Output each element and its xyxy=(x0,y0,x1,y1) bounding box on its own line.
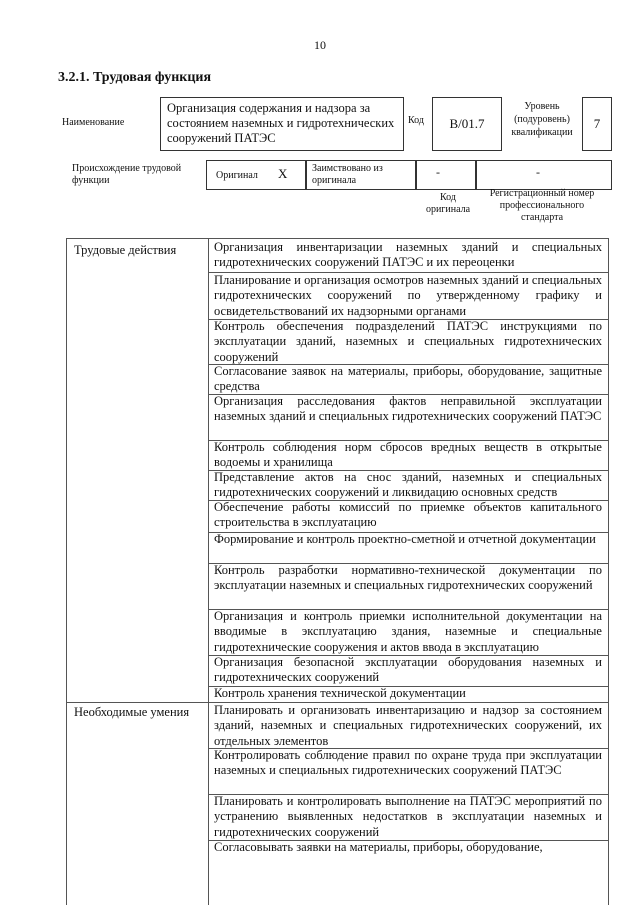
action-item: Контроль разработки нормативно-технической документации по эксплуатации наземных и специальных гидротехнических сооружений xyxy=(214,563,602,593)
original-code-cell xyxy=(416,160,476,190)
action-item: Формирование и контроль проектно-сметной и отчетной документации xyxy=(214,532,596,546)
action-item: Контроль соблюдения норм сбросов вредных веществ в открытые водоемы и хранилища xyxy=(214,440,602,470)
skill-item: Согласовывать заявки на материалы, приборы, оборудование, xyxy=(214,840,543,854)
table-mid-border xyxy=(208,238,209,905)
original-mark: X xyxy=(278,166,288,181)
reg-number-label: Регистрационный номер профессионального стандарта xyxy=(489,188,595,223)
page-number: 10 xyxy=(314,38,326,52)
origin-label: Происхождение трудовой функции xyxy=(72,163,182,186)
reg-number-value: - xyxy=(536,165,540,179)
action-item: Организация инвентаризации наземных зданий и специальных гидротехнических сооружений ПАТЭС и их переоценки xyxy=(214,240,602,270)
action-item: Организация безопасной эксплуатации оборудования наземных и гидротехнических сооружений xyxy=(214,655,602,685)
skill-item: Планировать и организовать инвентаризацию и надзор за состоянием зданий, наземных и специальных гидротехнических сооружений, их отдельных элементов xyxy=(214,703,602,748)
action-item: Контроль хранения технической документации xyxy=(214,686,466,700)
qualification-level: 7 xyxy=(582,97,612,151)
section-heading: 3.2.1. Трудовая функция xyxy=(58,70,212,85)
code-label: Код xyxy=(408,115,424,126)
actions-section-label: Трудовые действия xyxy=(74,243,177,257)
action-item: Организация и контроль приемки исполнительной документации на вводимые в эксплуатацию здания, наземные и специальные гидротехнические сооружения и актов ввода в эксплуатацию xyxy=(214,609,602,654)
action-item: Представление актов на снос зданий, наземных и специальных гидротехнических сооружений и ликвидацию основных средств xyxy=(214,470,602,500)
reg-number-cell xyxy=(476,160,612,190)
action-item: Планирование и организация осмотров наземных зданий и специальных гидротехнических сооружений по утвержденному графику и освидетельствований их надзорными органами xyxy=(214,273,602,318)
function-code: B/01.7 xyxy=(432,97,502,151)
original-code-value: - xyxy=(436,165,440,179)
action-item: Организация расследования фактов неправильной эксплуатации наземных зданий и специальных гидротехнических сооружений ПАТЭС xyxy=(214,394,602,424)
name-label: Наименование xyxy=(62,117,125,128)
skills-section-label: Необходимые умения xyxy=(74,705,190,719)
table-top-border xyxy=(66,238,609,239)
table-right-border xyxy=(608,238,609,905)
action-item: Обеспечение работы комиссий по приемке объектов капитального строительства в эксплуатацию xyxy=(214,500,602,530)
table-left-border xyxy=(66,238,67,905)
original-label: Оригинал xyxy=(216,170,258,181)
action-item: Контроль обеспечения подразделений ПАТЭС инструкциями по эксплуатации зданий, наземных и специальных гидротехнических сооружений xyxy=(214,319,602,364)
skill-item: Планировать и контролировать выполнение на ПАТЭС мероприятий по устранению выявленных недостатков в эксплуатации наземных и гидротехнических сооружений xyxy=(214,794,602,839)
borrowed-label: Заимствовано из оригинала xyxy=(312,163,383,186)
original-code-label: Код оригинала xyxy=(425,192,471,215)
qualification-level-label: Уровень (подуровень) квалификации xyxy=(511,101,573,138)
action-item: Согласование заявок на материалы, приборы, оборудование, защитные средства xyxy=(214,364,602,394)
skill-item: Контролировать соблюдение правил по охране труда при эксплуатации наземных и специальных гидротехнических сооружений ПАТЭС xyxy=(214,748,602,778)
function-name: Организация содержания и надзора за состоянием наземных и гидротехнических сооружений ПАТЭС xyxy=(160,97,404,151)
